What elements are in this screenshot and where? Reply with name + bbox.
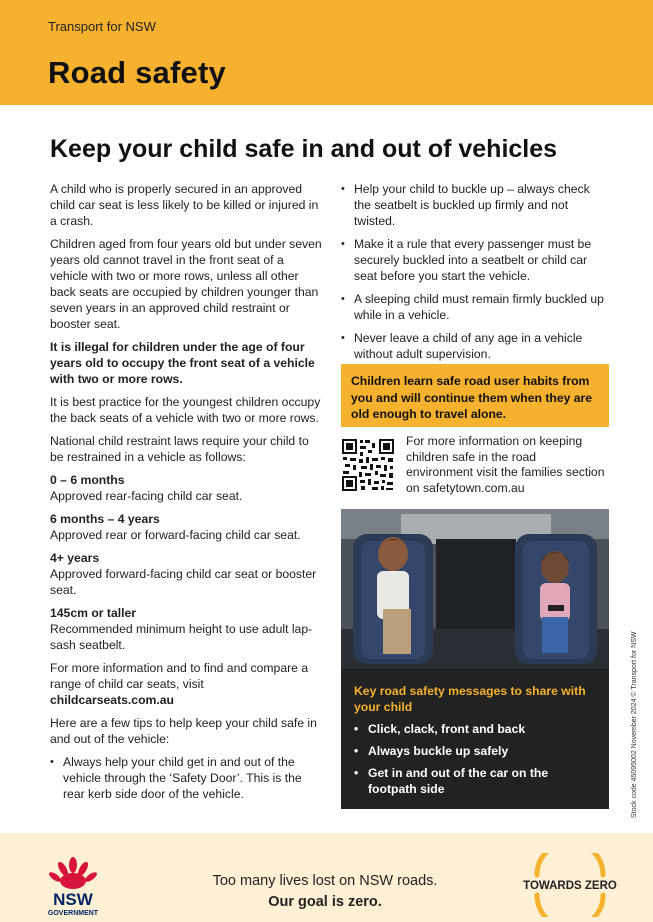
age-requirement: Approved rear-facing child car seat. xyxy=(50,489,243,503)
children-car-seats-photo xyxy=(341,509,609,669)
paragraph: National child restraint laws require your child to be restrained in a vehicle as follows: xyxy=(50,434,309,464)
legal-warning: It is illegal for children under the age of four years old to occupy the front seat of a vehicle with two or more rows. xyxy=(50,340,315,386)
right-column xyxy=(341,181,609,369)
age-label: 6 months – 4 years xyxy=(50,512,160,526)
paragraph xyxy=(50,660,322,708)
age-label: 0 – 6 months xyxy=(50,473,125,487)
key-messages-title: Key road safety messages to share with your child xyxy=(354,684,586,714)
list-item: • A sleeping child must remain firmly buckled up while in a vehicle. xyxy=(341,291,609,323)
left-column xyxy=(50,181,322,809)
section-title: Road safety xyxy=(48,55,226,90)
more-info-text: For more information and to find and compare a range of child car seats, visit xyxy=(50,661,309,691)
footer xyxy=(0,833,653,922)
list-item: • Get in and out of the car on the footpath side xyxy=(354,765,596,797)
footer-slogan xyxy=(180,871,470,913)
callout-box: Children learn safe road user habits from you and will continue them when they are old enough to travel alone. xyxy=(341,364,609,427)
list-item: • Make it a rule that every passenger must be securely buckled into a seatbelt or child car seat before you start the vehicle. xyxy=(341,236,609,284)
age-rule xyxy=(50,550,322,598)
paragraph: Children aged from four years old but under seven years old cannot travel in the front seat of a vehicle with two or more rows, unless all other back seats are occupied by children younger than seven years in an approved child restraint or booster seat. xyxy=(50,237,322,331)
nsw-government-logo xyxy=(42,857,104,921)
paragraph: It is best practice for the youngest children occupy the back seats of a vehicle with two or more rows. xyxy=(50,395,321,425)
list-item: • Never leave a child of any age in a vehicle without adult supervision. xyxy=(341,330,609,362)
list-item: • Help your child to buckle up – always check the seatbelt is buckled up firmly and not twisted. xyxy=(341,181,609,229)
towards-zero-text: TOWARDS ZERO xyxy=(523,880,617,892)
qr-code-icon[interactable] xyxy=(341,438,395,492)
tips-list xyxy=(50,754,322,802)
slogan-line: Too many lives lost on NSW roads. xyxy=(212,873,438,889)
age-rule xyxy=(50,605,322,653)
paragraph: Here are a few tips to help keep your child safe in and out of the vehicle: xyxy=(50,716,317,746)
age-requirement: Approved rear or forward-facing child car seat. xyxy=(50,528,301,542)
tips-list xyxy=(341,181,609,362)
key-messages-panel xyxy=(341,669,609,809)
list-item: • Click, clack, front and back xyxy=(354,721,596,737)
age-requirement: Approved forward-facing child car seat or booster seat. xyxy=(50,567,317,597)
slogan-goal: Our goal is zero. xyxy=(268,894,382,910)
organisation-name: Transport for NSW xyxy=(48,19,156,34)
header-banner xyxy=(0,0,653,105)
towards-zero-logo xyxy=(515,853,625,917)
page-heading: Keep your child safe in and out of vehicles xyxy=(50,135,558,163)
age-label: 145cm or taller xyxy=(50,606,137,620)
list-item: • Always buckle up safely xyxy=(354,743,596,759)
age-requirement: Recommended minimum height to use adult lap-sash seatbelt. xyxy=(50,622,313,652)
age-label: 4+ years xyxy=(50,551,100,565)
paragraph: A child who is properly secured in an approved child car seat is less likely to be killed or injured in a crash. xyxy=(50,182,319,228)
age-rule xyxy=(50,472,322,504)
age-rule xyxy=(50,511,322,543)
stock-code: Stock code 45095002 November 2024 © Transport for NSW xyxy=(631,631,638,818)
government-logo-text: GOVERNMENT xyxy=(47,910,99,917)
key-messages-list xyxy=(354,721,596,797)
qr-info-text: For more information on keeping children safe in the road environment visit the families section on safetytown.com.au xyxy=(406,434,605,495)
list-item: • Always help your child get in and out of the vehicle through the ‘Safety Door’. This is the rear kerb side door of the vehicle. xyxy=(50,754,322,802)
nsw-logo-text: NSW xyxy=(53,890,93,909)
childcarseats-link[interactable]: childcarseats.com.au xyxy=(50,693,174,707)
